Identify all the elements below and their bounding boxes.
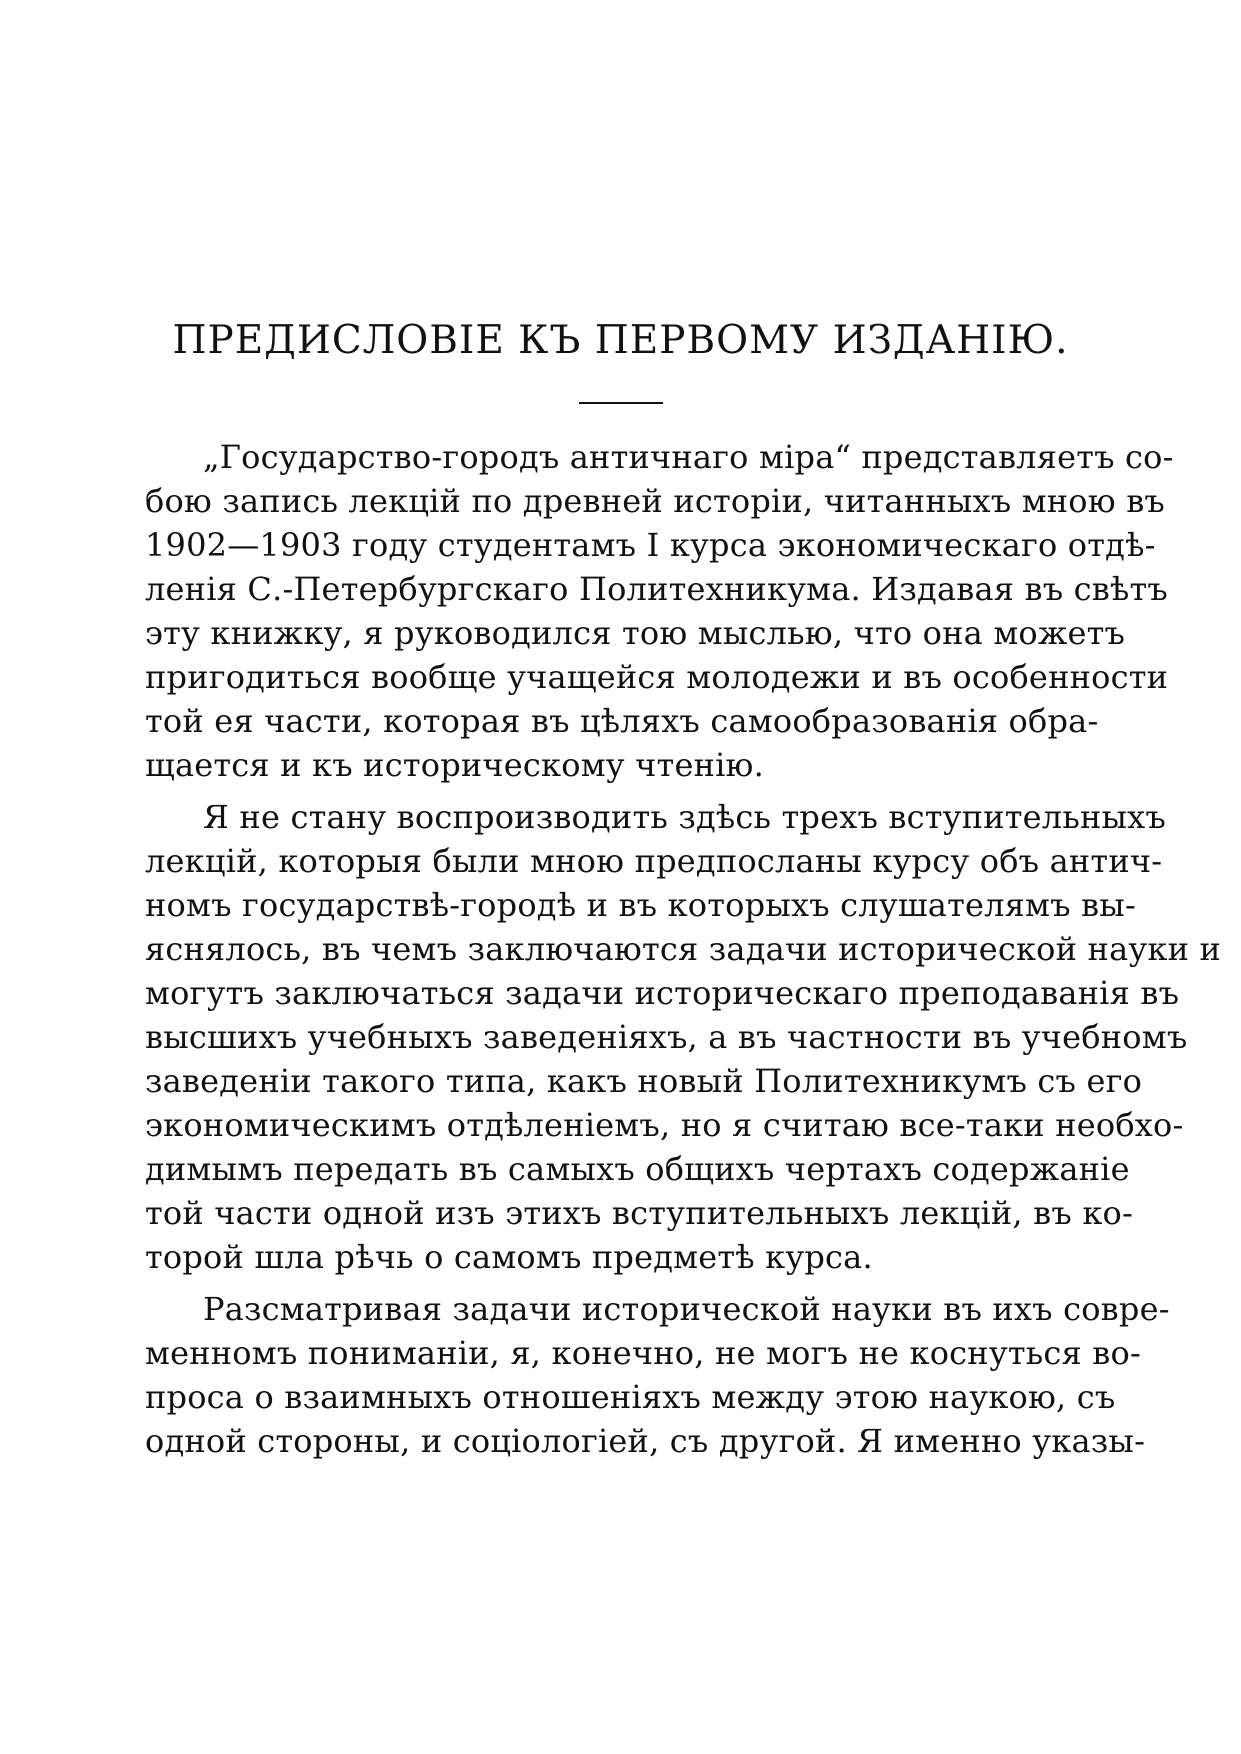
text-line: димымъ передать въ самыхъ общихъ чертахъ содержаніе — [145, 1150, 1130, 1188]
text-line: могутъ заключаться задачи историческаго преподаванія въ — [145, 974, 1180, 1012]
text-line: ленія С.-Петербургскаго Политехникума. Издавая въ свѣтъ — [145, 570, 1168, 608]
text-line: яснялось, въ чемъ заключаются задачи исторической науки и — [145, 930, 1222, 968]
text-line: проса о взаимныхъ отношеніяхъ между этою наукою, съ — [145, 1378, 1116, 1416]
text-line: эту книжку, я руководился тою мыслью, что она можетъ — [145, 614, 1126, 652]
text-line: одной стороны, и соціологіей, съ другой. Я именно указы- — [145, 1422, 1146, 1460]
text-line: пригодиться вообще учащейся молодежи и въ особенности — [145, 658, 1169, 696]
text-line: высшихъ учебныхъ заведеніяхъ, а въ частности въ учебномъ — [145, 1018, 1188, 1056]
text-line: Разсматривая задачи исторической науки въ ихъ совре- — [203, 1290, 1170, 1328]
text-line: той ея части, которая въ цѣляхъ самообразованія обра- — [145, 702, 1099, 740]
paragraph — [145, 795, 1222, 1279]
text-line: Я не стану воспроизводить здѣсь трехъ вступительныхъ — [203, 798, 1166, 836]
text-line: торой шла рѣчь о самомъ предметѣ курса. — [145, 1238, 873, 1276]
text-line: бою запись лекцій по древней исторіи, читанныхъ мною въ — [145, 482, 1165, 520]
paragraph — [145, 1287, 1170, 1463]
preface-text — [145, 435, 1222, 1463]
text-line: менномъ пониманіи, я, конечно, не могъ не коснуться во- — [145, 1334, 1141, 1372]
text-line: экономическимъ отдѣленіемъ, но я считаю все-таки необхо- — [145, 1106, 1184, 1144]
paragraph — [145, 435, 1174, 787]
text-line: номъ государствѣ-городѣ и въ которыхъ слушателямъ вы- — [145, 886, 1136, 924]
title-divider — [579, 402, 663, 404]
page-title: ПРЕДИСЛОВІЕ КЪ ПЕРВОМУ ИЗДАНІЮ. — [172, 318, 1069, 363]
text-line: той части одной изъ этихъ вступительныхъ лекцій, въ ко- — [145, 1194, 1133, 1232]
text-line: „Государство-городъ античнаго міра“ представляетъ со- — [203, 438, 1174, 476]
text-line: заведеніи такого типа, какъ новый Политехникумъ съ его — [145, 1062, 1143, 1100]
text-line: 1902—1903 году студентамъ I курса экономическаго отдѣ- — [145, 526, 1156, 564]
text-line: щается и къ историческому чтенію. — [145, 746, 764, 784]
text-line: лекцій, которыя были мною предпосланы курсу объ антич- — [145, 842, 1163, 880]
